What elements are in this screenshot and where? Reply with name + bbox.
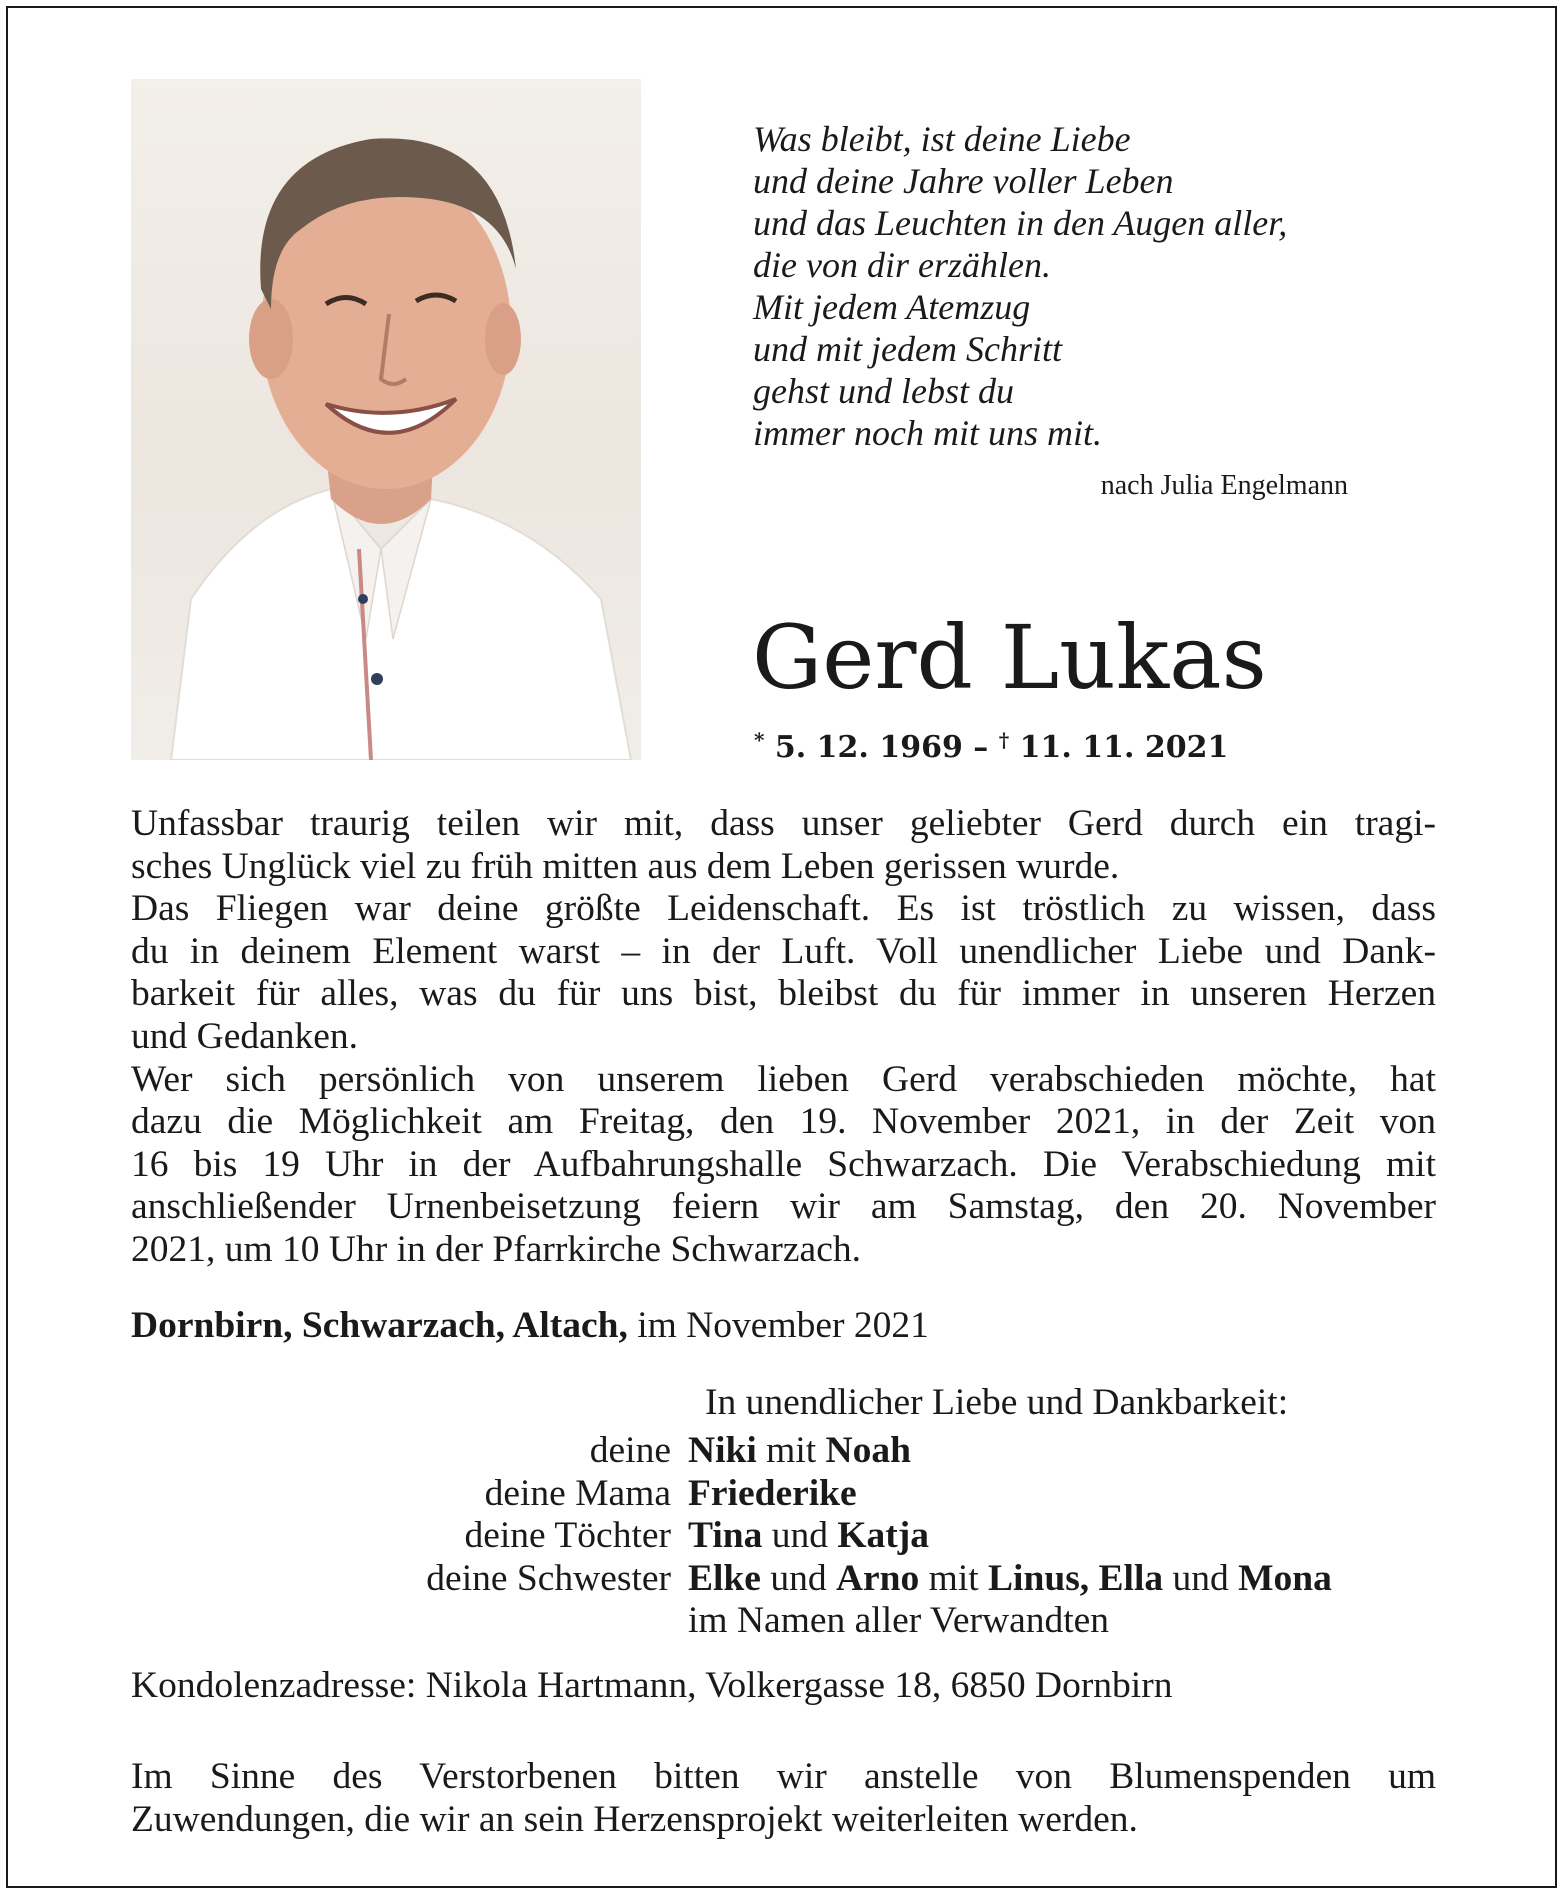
poem-line: und das Leuchten in den Augen aller, [753,203,1288,243]
death-date: 11. 11. 2021 [1019,730,1229,765]
mourner-name: Arno [835,1557,920,1599]
announcement-text [131,803,1436,1272]
connector: mit [766,1430,817,1471]
text-line: sches Unglück viel zu früh mitten aus dem Leben gerissen wurde. [131,845,1120,887]
portrait-illustration [131,79,641,760]
final-note [131,1756,1436,1841]
mourner-name: Friederike [688,1472,857,1514]
mourner-row [300,1473,1450,1516]
mourner-name: Katja [837,1515,930,1556]
poem-line: und deine Jahre voller Leben [753,161,1174,201]
mourner-name: Linus, Ella [988,1557,1164,1599]
poem [753,118,1353,454]
mourner-name: Tina [688,1515,763,1556]
mourner-name: Niki [688,1430,757,1471]
text-line: Wer sich persönlich von unserem lieben Gerd verabschieden möchte, hat [131,1058,1436,1100]
poem-line: gehst und lebst du [753,371,1014,411]
condolence-address: Kondolenzadresse: Nikola Hartmann, Volkergasse 18, 6850 Dornbirn [131,1665,1173,1706]
connector: und [770,1557,827,1599]
relation: deine Töchter [464,1515,671,1556]
mourner-name: Mona [1238,1557,1332,1599]
mourner-name: Elke [688,1557,761,1599]
text-line: barkeit für alles, was du für uns bist, bleibst du für immer in unseren Herzen [131,973,1436,1015]
month-year: im November 2021 [637,1305,929,1346]
date-dash: – [973,730,989,765]
text-line: 16 bis 19 Uhr in der Aufbahrungshalle Schwarzach. Die Verabschiedung mit [131,1143,1436,1185]
deceased-name: Gerd Lukas [752,606,1267,709]
poem-line: Was bleibt, ist deine Liebe [753,119,1131,159]
mourner-row [300,1430,1450,1473]
poem-line: immer noch mit uns mit. [753,413,1102,453]
connector: und [1172,1557,1229,1599]
text-line: Im Sinne des Verstorbenen bitten wir anstelle von Blumenspenden um [131,1756,1436,1797]
text-line: anschließender Urnenbeisetzung feiern wir am Samstag, den 20. November [131,1186,1436,1228]
mourner-row [300,1600,1450,1643]
portrait-photo [131,79,641,760]
poem-line: die von dir erzählen. [753,245,1051,285]
death-symbol: † [998,728,1010,752]
text-line: 2021, um 10 Uhr in der Pfarrkirche Schwarzach. [131,1228,861,1270]
text-line: Das Fliegen war deine größte Leidenschaft. Es ist tröstlich zu wissen, dass [131,888,1436,930]
text-line: Unfassbar traurig teilen wir mit, dass unser geliebter Gerd durch ein tragi- [131,803,1436,844]
text-line: dazu die Möglichkeit am Freitag, den 19. November 2021, in der Zeit von [131,1101,1436,1143]
poem-line: und mit jedem Schritt [753,329,1062,369]
poem-attribution: nach Julia Engelmann [1100,470,1348,501]
place-date [131,1304,929,1347]
connector: mit [928,1557,979,1599]
text-line: Zuwendungen, die wir an sein Herzensprojekt weiterleiten werden. [131,1798,1138,1840]
birth-date: 5. 12. 1969 [774,730,963,765]
text-line: du in deinem Element warst – in der Luft. Voll unendlicher Liebe und Dank- [131,930,1436,972]
mourner-row [300,1515,1450,1558]
towns: Dornbirn, Schwarzach, Altach, [131,1305,628,1346]
poem-line: Mit jedem Atemzug [753,287,1031,327]
relation: deine Mama [484,1472,671,1514]
relation: deine [589,1430,671,1471]
life-dates [754,728,1228,765]
text-line: und Gedanken. [131,1015,359,1057]
thanks-line: In unendlicher Liebe und Dankbarkeit: [705,1382,1289,1423]
relation: deine Schwester [426,1557,671,1599]
mourners-list [300,1430,1450,1643]
relatives-note: im Namen aller Verwandten [688,1600,1110,1641]
connector: und [771,1515,828,1556]
mourner-row [300,1558,1450,1601]
birth-symbol: * [754,728,765,752]
mourner-name: Noah [825,1430,911,1471]
relation [300,1600,688,1643]
